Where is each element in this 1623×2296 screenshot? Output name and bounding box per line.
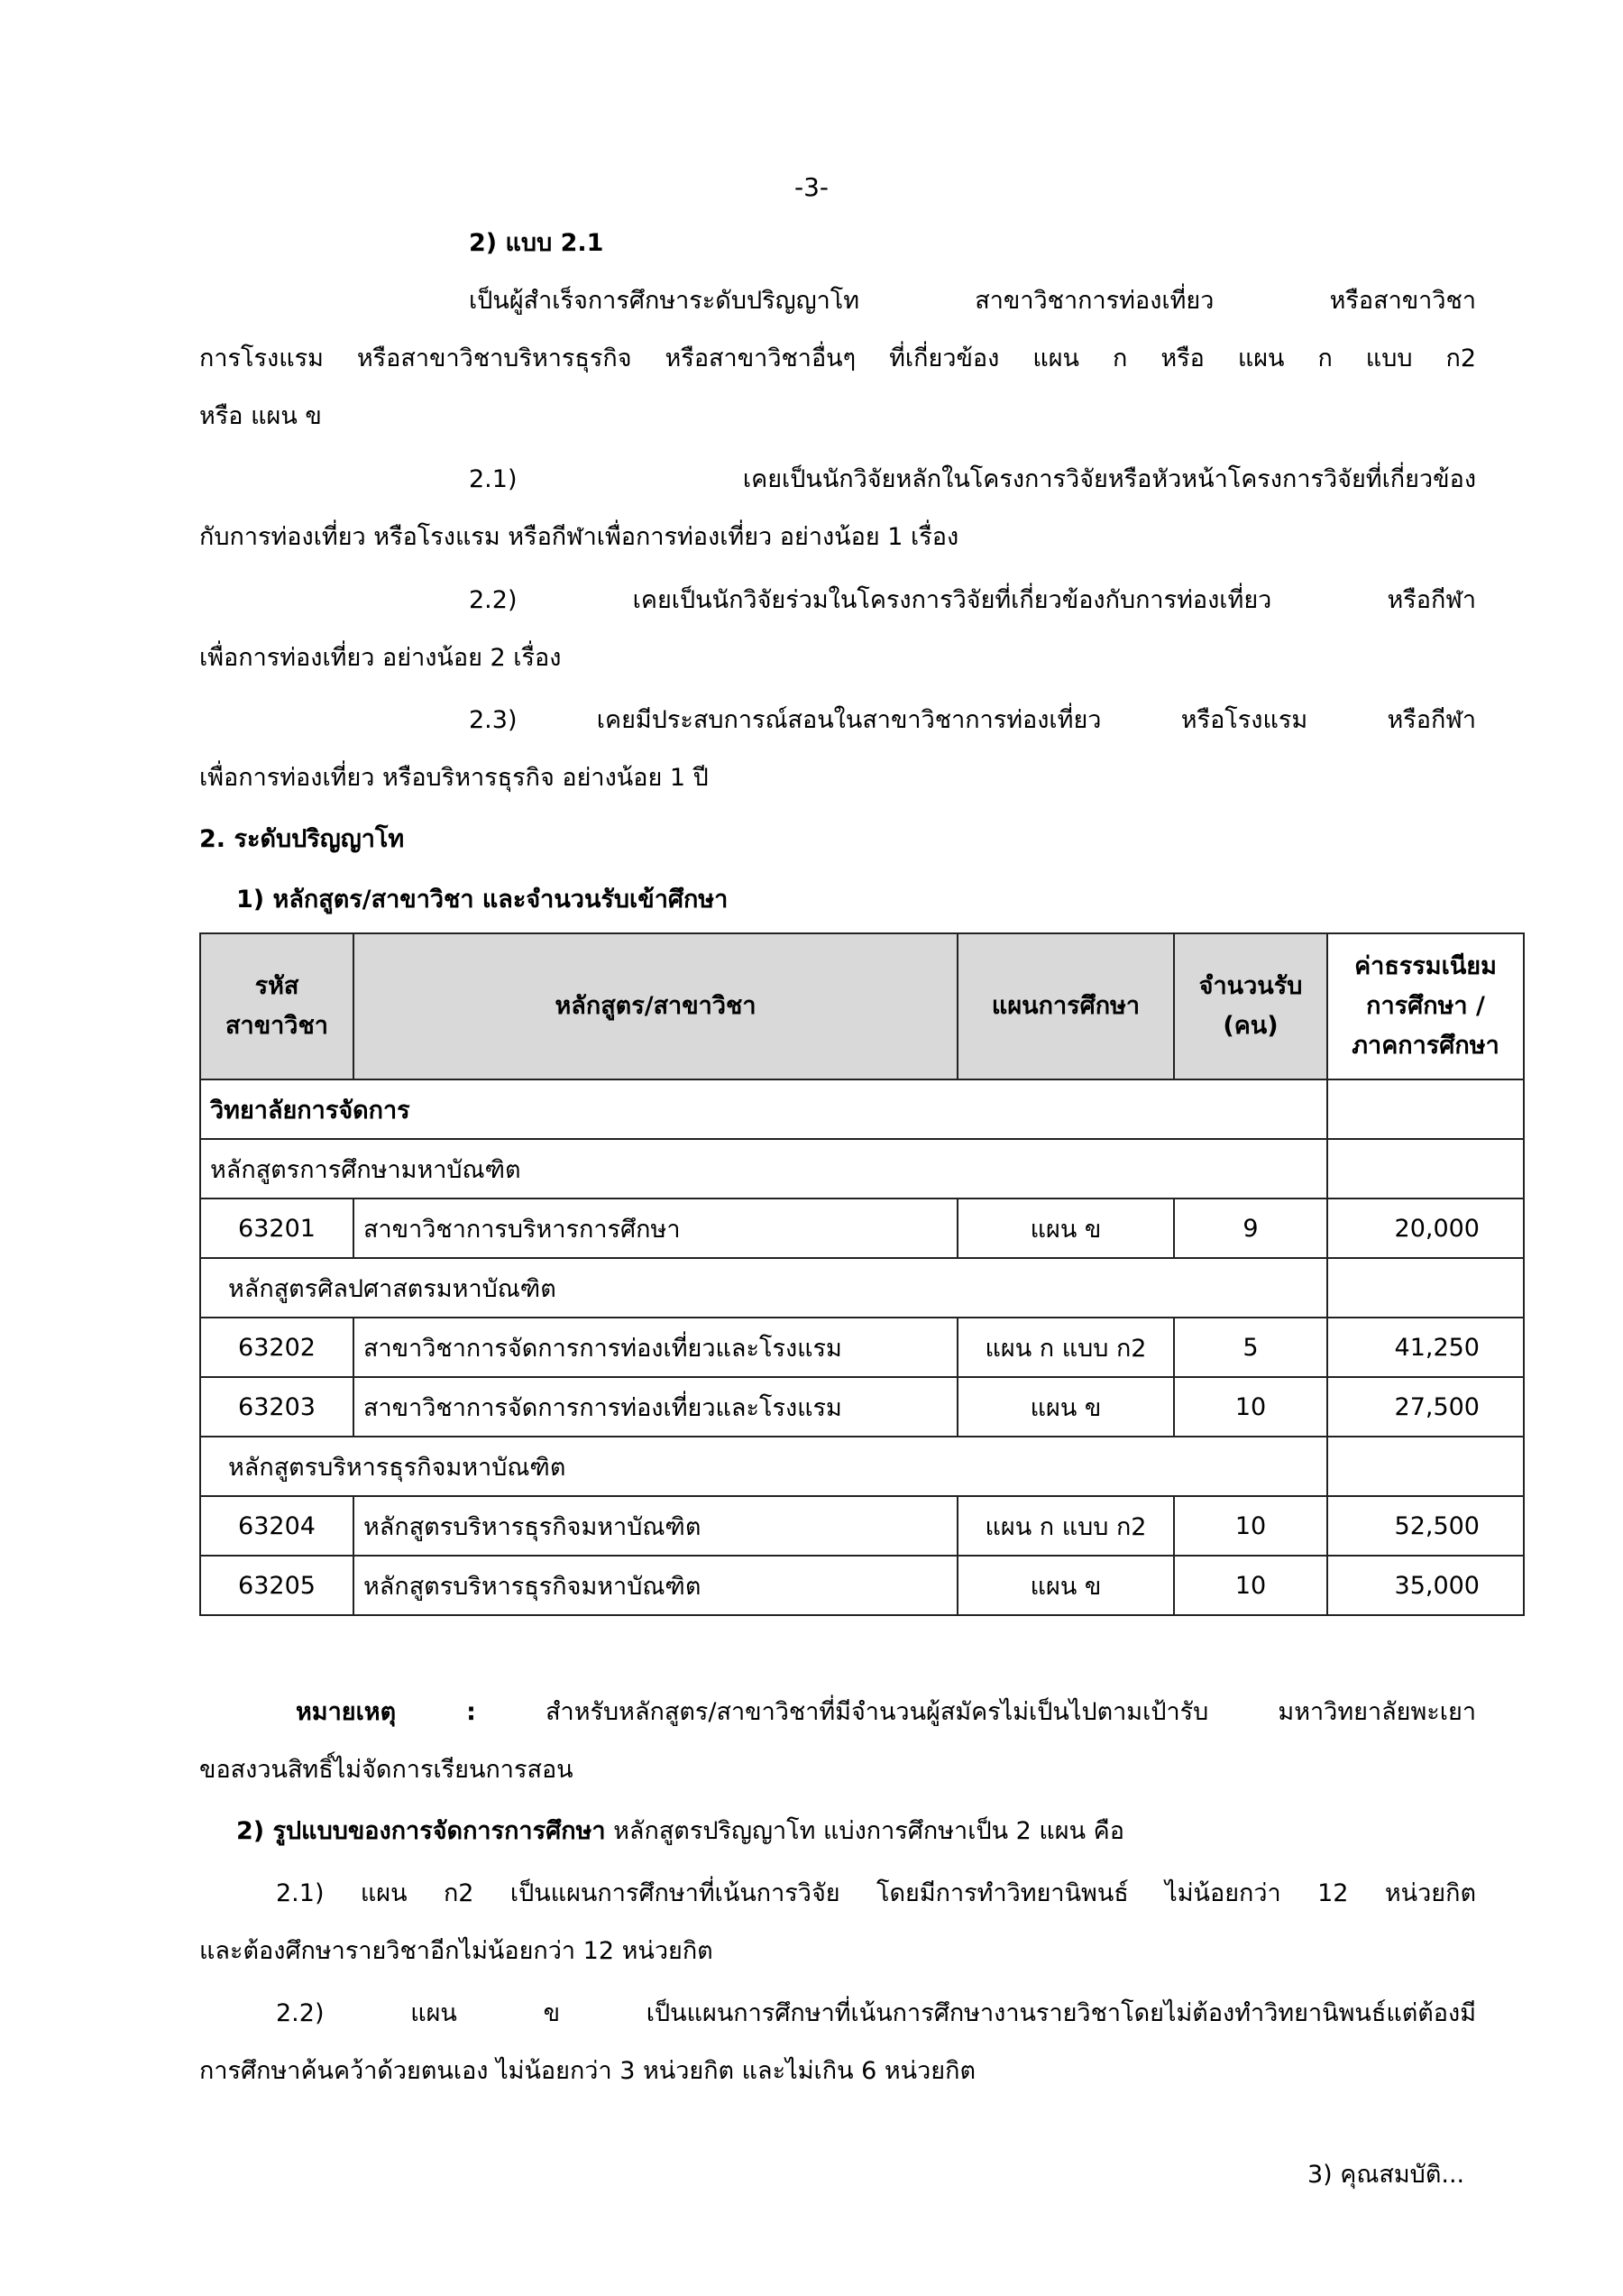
section-heading-2-1: 2) แบบ 2.1 xyxy=(469,229,604,257)
cell-plan: แผน ก แบบ ก2 xyxy=(958,1496,1174,1556)
paragraph-line: เพื่อการท่องเที่ยว หรือบริหารธุรกิจ อย่างน้อย 1 ปี xyxy=(199,764,709,792)
table-row xyxy=(200,1318,1524,1377)
header-program: หลักสูตร/สาขาวิชา xyxy=(353,933,958,1079)
cell-program: สาขาวิชาการบริหารการศึกษา xyxy=(353,1199,958,1258)
paragraph-line: เพื่อการท่องเที่ยว อย่างน้อย 2 เรื่อง xyxy=(199,644,562,672)
cell-count: 10 xyxy=(1174,1556,1327,1615)
page-number: -3- xyxy=(793,172,830,202)
format-heading-bold: 2) รูปแบบของการจัดการการศึกษา xyxy=(236,1817,606,1845)
paragraph-line: 2.2) เคยเป็นนักวิจัยร่วมในโครงการวิจัยที่เกี่ยวข้องกับการท่องเที่ยว หรือกีฬา xyxy=(469,586,1476,614)
cell-fee: 52,500 xyxy=(1327,1496,1524,1556)
table-row-group xyxy=(200,1437,1524,1496)
programs-table xyxy=(199,932,1525,1616)
note-line xyxy=(296,1694,1476,1731)
table-row xyxy=(200,1556,1524,1615)
cell-count: 5 xyxy=(1174,1318,1327,1377)
cell-program: สาขาวิชาการจัดการการท่องเที่ยวและโรงแรม xyxy=(353,1377,958,1437)
section-heading-masters: 2. ระดับปริญญาโท xyxy=(199,825,405,853)
header-code: รหัส สาขาวิชา xyxy=(200,933,353,1079)
cell-code: 63205 xyxy=(200,1556,353,1615)
paragraph-line: 2.1) แผน ก2 เป็นแผนการศึกษาที่เน้นการวิจัย โดยมีการทำวิทยานิพนธ์ ไม่น้อยกว่า 12 หน่วยกิต xyxy=(276,1879,1476,1907)
cell-plan: แผน ข xyxy=(958,1556,1174,1615)
table-row-college xyxy=(200,1079,1524,1139)
table-row xyxy=(200,1496,1524,1556)
cell-plan: แผน ข xyxy=(958,1377,1174,1437)
header-fee: ค่าธรรมเนียม การศึกษา / ภาคการศึกษา xyxy=(1327,933,1524,1079)
table-header-row xyxy=(200,933,1524,1079)
cell-plan: แผน ข xyxy=(958,1199,1174,1258)
cell-code: 63204 xyxy=(200,1496,353,1556)
paragraph-line: การศึกษาค้นคว้าด้วยตนเอง ไม่น้อยกว่า 3 หน่วยกิต และไม่เกิน 6 หน่วยกิต xyxy=(199,2057,976,2085)
note-line: ขอสงวนสิทธิ์ไม่จัดการเรียนการสอน xyxy=(199,1756,573,1784)
group-label: หลักสูตรการศึกษามหาบัณฑิต xyxy=(200,1139,1327,1199)
cell-fee: 35,000 xyxy=(1327,1556,1524,1615)
cell-count: 10 xyxy=(1174,1377,1327,1437)
cell-program: หลักสูตรบริหารธุรกิจมหาบัณฑิต xyxy=(353,1556,958,1615)
cell-code: 63201 xyxy=(200,1199,353,1258)
cell-code: 63202 xyxy=(200,1318,353,1377)
continued-marker: 3) คุณสมบัติ... xyxy=(1307,2161,1465,2189)
paragraph-line: เป็นผู้สำเร็จการศึกษาระดับปริญญาโท สาขาวิชาการท่องเที่ยว หรือสาขาวิชา xyxy=(469,287,1476,315)
college-label: วิทยาลัยการจัดการ xyxy=(200,1079,1327,1139)
header-plan: แผนการศึกษา xyxy=(958,933,1174,1079)
cell-plan: แผน ก แบบ ก2 xyxy=(958,1318,1174,1377)
cell-program: สาขาวิชาการจัดการการท่องเที่ยวและโรงแรม xyxy=(353,1318,958,1377)
note-text: สำหรับหลักสูตร/สาขาวิชาที่มีจำนวนผู้สมัครไม่เป็นไปตามเป้ารับ มหาวิทยาลัยพะเยา xyxy=(475,1698,1476,1726)
cell-fee: 41,250 xyxy=(1327,1318,1524,1377)
cell-fee: 20,000 xyxy=(1327,1199,1524,1258)
subheading-programs: 1) หลักสูตร/สาขาวิชา และจำนวนรับเข้าศึกษา xyxy=(236,886,729,914)
paragraph-line: หรือ แผน ข xyxy=(199,402,322,430)
table-row xyxy=(200,1199,1524,1258)
table-row xyxy=(200,1377,1524,1437)
cell-count: 9 xyxy=(1174,1199,1327,1258)
format-heading-text: หลักสูตรปริญญาโท แบ่งการศึกษาเป็น 2 แผน คือ xyxy=(605,1817,1124,1845)
cell-count: 10 xyxy=(1174,1496,1327,1556)
paragraph-line: 2.1) เคยเป็นนักวิจัยหลักในโครงการวิจัยหรือหัวหน้าโครงการวิจัยที่เกี่ยวข้อง xyxy=(469,465,1476,493)
paragraph-line: กับการท่องเที่ยว หรือโรงแรม หรือกีฬาเพื่อการท่องเที่ยว อย่างน้อย 1 เรื่อง xyxy=(199,523,959,551)
format-heading xyxy=(236,1814,1124,1850)
table-row-group xyxy=(200,1258,1524,1318)
paragraph-line: 2.3) เคยมีประสบการณ์สอนในสาขาวิชาการท่องเที่ยว หรือโรงแรม หรือกีฬา xyxy=(469,706,1476,734)
header-count: จำนวนรับ (คน) xyxy=(1174,933,1327,1079)
group-label: หลักสูตรศิลปศาสตรมหาบัณฑิต xyxy=(200,1258,1327,1318)
paragraph-line: 2.2) แผน ข เป็นแผนการศึกษาที่เน้นการศึกษางานรายวิชาโดยไม่ต้องทำวิทยานิพนธ์แต่ต้องมี xyxy=(276,1999,1476,2027)
paragraph-line: และต้องศึกษารายวิชาอีกไม่น้อยกว่า 12 หน่วยกิต xyxy=(199,1937,713,1965)
cell-fee: 27,500 xyxy=(1327,1377,1524,1437)
cell-program: หลักสูตรบริหารธุรกิจมหาบัณฑิต xyxy=(353,1496,958,1556)
cell-code: 63203 xyxy=(200,1377,353,1437)
note-label: หมายเหตุ : xyxy=(296,1698,476,1726)
table-row-group xyxy=(200,1139,1524,1199)
paragraph-line: การโรงแรม หรือสาขาวิชาบริหารธุรกิจ หรือสาขาวิชาอื่นๆ ที่เกี่ยวข้อง แผน ก หรือ แผน ก แบบ ก2 xyxy=(199,344,1476,372)
group-label: หลักสูตรบริหารธุรกิจมหาบัณฑิต xyxy=(200,1437,1327,1496)
